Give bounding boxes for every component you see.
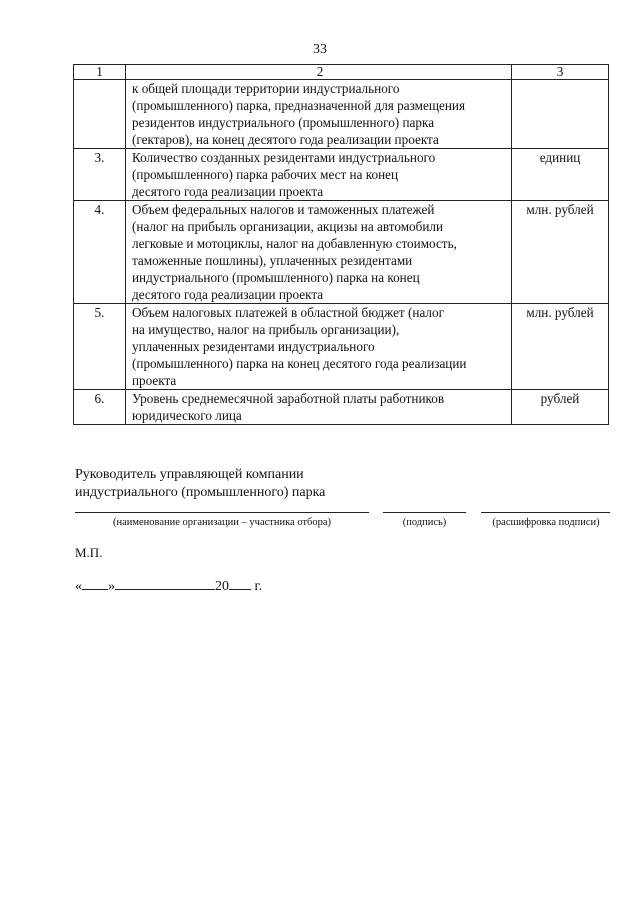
indicator-text-line: Уровень среднемесячной заработной платы работников bbox=[132, 391, 445, 406]
signature-title-line-1: Руководитель управляющей компании bbox=[75, 467, 304, 482]
unit-cell bbox=[512, 80, 609, 149]
indicator-name-cell bbox=[126, 304, 512, 390]
date-line bbox=[75, 577, 262, 595]
indicator-name-cell bbox=[126, 149, 512, 201]
day-blank bbox=[82, 577, 108, 590]
unit-cell: млн. рублей bbox=[512, 201, 609, 304]
indicator-text-line: к общей площади территории индустриального bbox=[132, 81, 400, 96]
indicator-text-line: (промышленного) парка на конец десятого года реализации bbox=[132, 356, 467, 371]
row-number-cell bbox=[74, 80, 126, 149]
indicator-text-line: (промышленного) парка, предназначенной для размещения bbox=[132, 98, 466, 113]
indicator-name-cell bbox=[126, 390, 512, 425]
indicator-text-line: резидентов индустриального (промышленного) парка bbox=[132, 115, 435, 130]
page-number: 33 bbox=[313, 42, 327, 57]
indicator-text-line: (промышленного) парка рабочих мест на конец bbox=[132, 167, 399, 182]
month-blank bbox=[115, 577, 215, 590]
header-cell-1: 1 bbox=[74, 65, 126, 80]
indicator-text-line: на имущество, налог на прибыль организации), bbox=[132, 322, 400, 337]
table-row bbox=[74, 201, 609, 304]
table-header-row bbox=[74, 65, 609, 80]
indicator-text-line: юридического лица bbox=[132, 408, 242, 423]
indicator-text-line: десятого года реализации проекта bbox=[132, 184, 324, 199]
indicator-text-line: уплаченных резидентами индустриального bbox=[132, 339, 375, 354]
table-row bbox=[74, 149, 609, 201]
indicator-text-line: десятого года реализации проекта bbox=[132, 287, 324, 302]
indicator-text-line: Количество созданных резидентами индустриального bbox=[132, 150, 436, 165]
row-number-cell: 6. bbox=[74, 390, 126, 425]
seal-label: М.П. bbox=[75, 545, 103, 560]
header-cell-3: 3 bbox=[512, 65, 609, 80]
unit-cell: единиц bbox=[512, 149, 609, 201]
date-close-quote: » bbox=[108, 579, 115, 594]
table-row bbox=[74, 390, 609, 425]
indicator-text-line: проекта bbox=[132, 373, 177, 388]
unit-cell: рублей bbox=[512, 390, 609, 425]
indicator-text-line: Объем налоговых платежей в областной бюджет (налог bbox=[132, 305, 444, 320]
indicator-text-line: (гектаров), на конец десятого года реализации проекта bbox=[132, 132, 439, 147]
year-blank bbox=[229, 577, 251, 590]
indicator-text-line: Объем федеральных налогов и таможенных платежей bbox=[132, 202, 435, 217]
indicator-text-line: индустриального (промышленного) парка на конец bbox=[132, 270, 420, 285]
unit-cell: млн. рублей bbox=[512, 304, 609, 390]
indicators-table bbox=[73, 64, 609, 425]
signature-title bbox=[75, 466, 325, 502]
row-number-cell: 3. bbox=[74, 149, 126, 201]
indicator-text-line: легковые и мотоциклы, налог на добавленную стоимость, bbox=[132, 236, 457, 251]
row-number-cell: 5. bbox=[74, 304, 126, 390]
year-suffix: г. bbox=[251, 579, 263, 594]
signature-title-line-2: индустриального (промышленного) парка bbox=[75, 485, 326, 500]
signature-decode-line bbox=[481, 512, 610, 513]
indicator-name-cell bbox=[126, 80, 512, 149]
indicator-text-line: (налог на прибыль организации, акцизы на автомобили bbox=[132, 219, 444, 234]
organization-name-caption: (наименование организации – участника отбора) bbox=[112, 517, 332, 528]
signature-decode-caption: (расшифровка подписи) bbox=[492, 517, 600, 528]
year-prefix: 20 bbox=[215, 579, 229, 594]
table-row bbox=[74, 304, 609, 390]
date-open-quote: « bbox=[75, 579, 82, 594]
table-row bbox=[74, 80, 609, 149]
indicator-text-line: таможенные пошлины), уплаченных резидентами bbox=[132, 253, 413, 268]
indicator-name-cell bbox=[126, 201, 512, 304]
organization-name-line bbox=[75, 512, 369, 513]
signature-line bbox=[383, 512, 466, 513]
header-cell-2: 2 bbox=[126, 65, 512, 80]
row-number-cell: 4. bbox=[74, 201, 126, 304]
signature-caption: (подпись) bbox=[402, 517, 447, 528]
